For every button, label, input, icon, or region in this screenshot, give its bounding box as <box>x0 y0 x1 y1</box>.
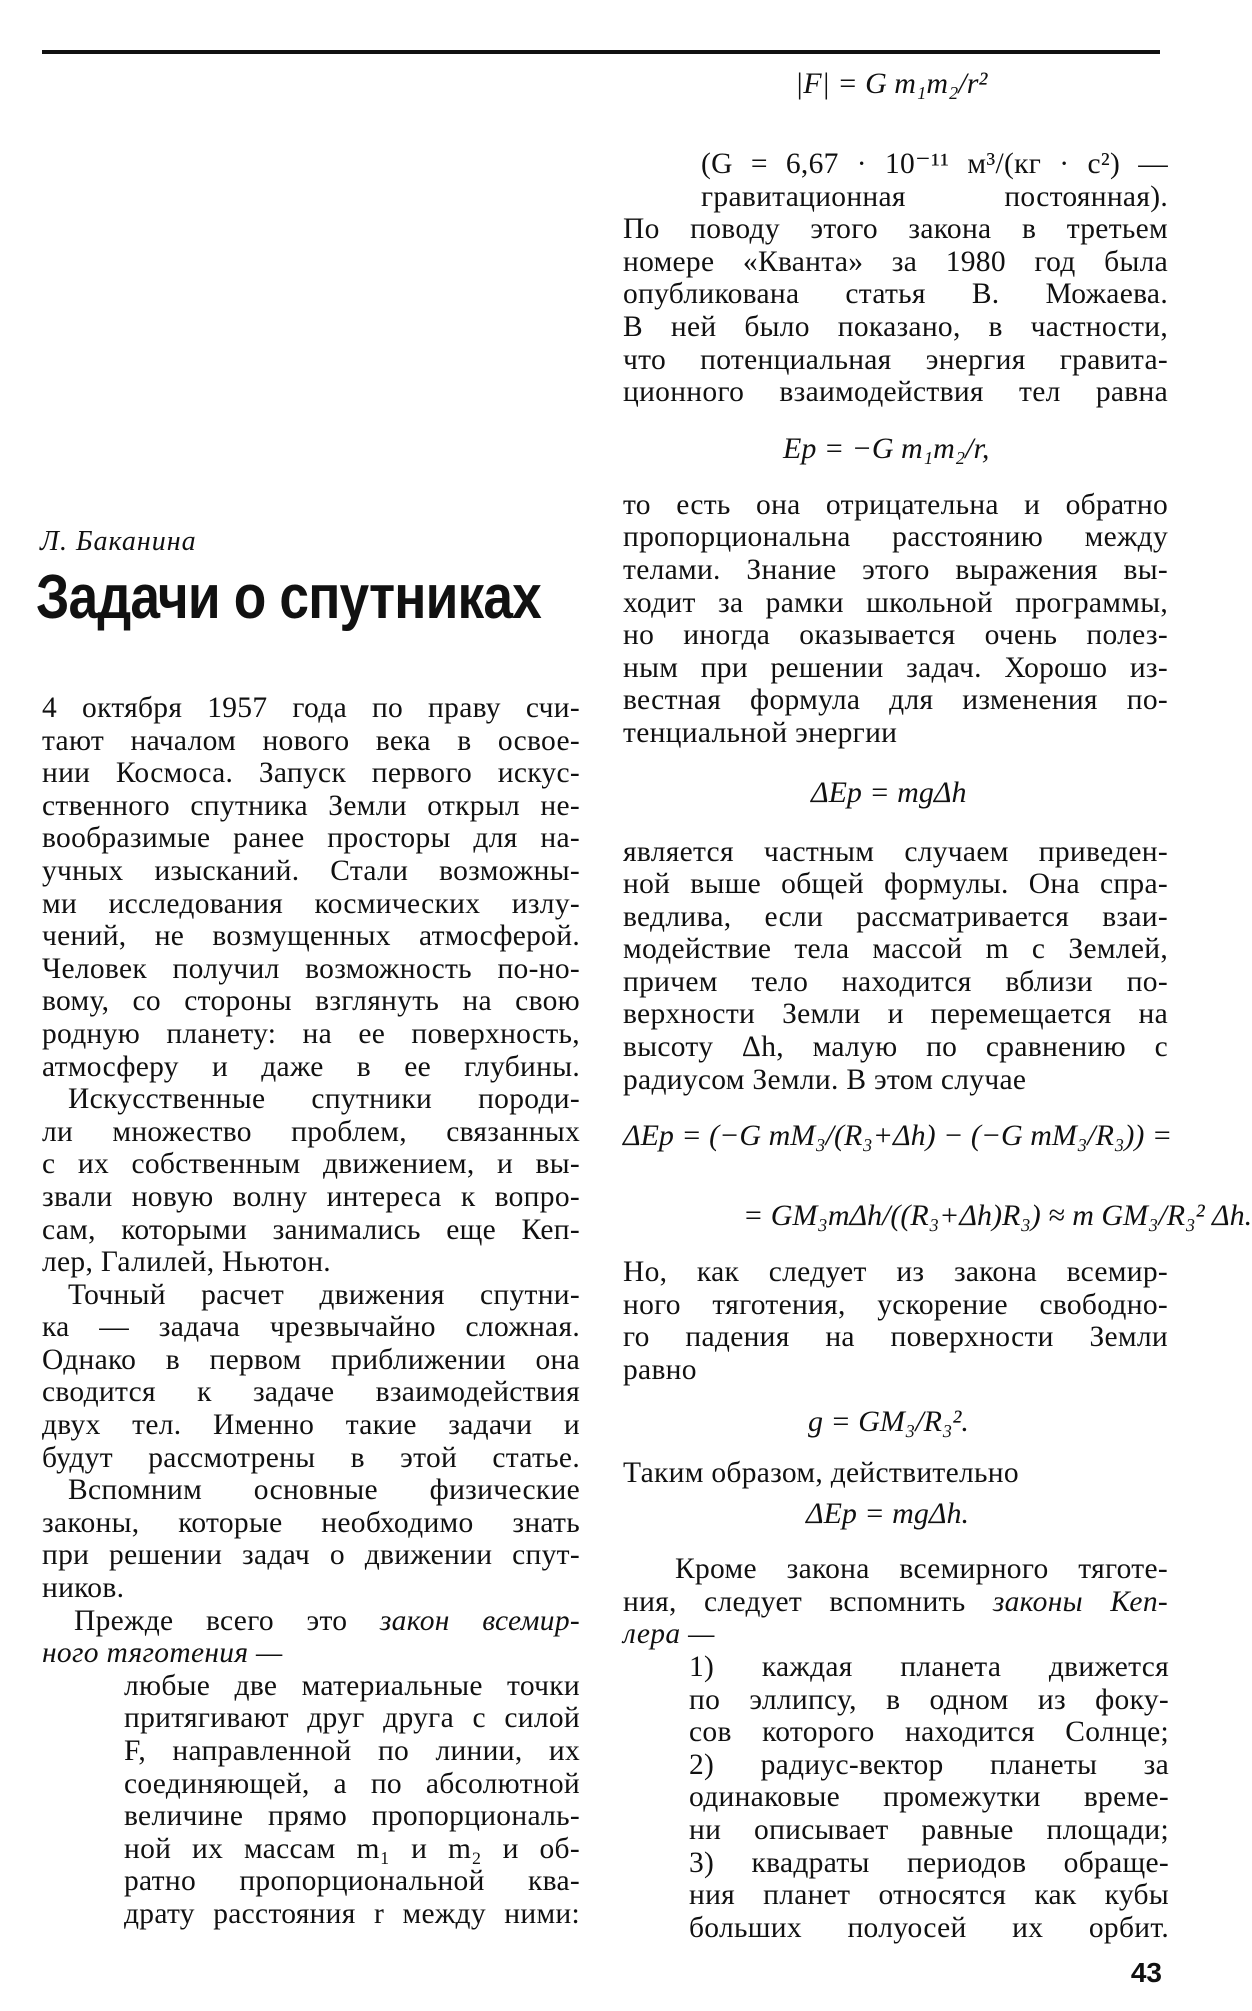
formula-g: g = GM₃/R₃². <box>808 1404 969 1438</box>
text-line: Вспомним основные физические <box>68 1474 580 1507</box>
paragraph-kepler <box>623 1553 1168 1651</box>
top-rule <box>42 50 1160 54</box>
text-line: Кроме закона всемирного тяготе- <box>675 1553 1168 1586</box>
text-line: при решении задач о движении спут- <box>42 1539 580 1572</box>
emphasis: лера — <box>623 1618 715 1651</box>
article-title: Задачи о спутниках <box>36 563 541 632</box>
paragraph-problems <box>42 1083 580 1279</box>
text-line: будут рассмотрены в этой статье. <box>42 1441 580 1474</box>
paragraph-gravitation-law <box>42 1605 580 1670</box>
text-span: Прежде всего это <box>74 1604 380 1637</box>
paragraph-calculation <box>42 1279 580 1475</box>
text-line: атмосферу и даже в ее глубины. <box>42 1050 580 1083</box>
list-item: сов которого находится Солнце; <box>689 1716 1169 1749</box>
text-line: пропорциональна расстоянию между <box>623 521 1168 554</box>
formula-delta-energy-approx: = GM₃mΔh/((R₃+Δh)R₃) ≈ m GM₃/R₃² Δh. <box>743 1199 1252 1233</box>
text-line: учных изысканий. Стали возможны- <box>42 854 580 887</box>
paragraph-free-fall <box>623 1256 1168 1386</box>
list-item: ни описывает равные площади; <box>689 1813 1169 1846</box>
text-line: По поводу этого закона в третьем <box>623 213 1168 246</box>
paragraph-potential <box>623 489 1168 750</box>
text-line: Точный расчет движения спутни- <box>68 1278 580 1311</box>
text-line <box>623 1586 1168 1619</box>
list-item: 2) радиус-вектор планеты за <box>689 1748 1169 1781</box>
list-item: одинаковые промежутки време- <box>689 1781 1169 1814</box>
text-line: номере «Кванта» за 1980 год была <box>623 245 1168 278</box>
text-line: телами. Знание этого выражения вы- <box>623 553 1168 586</box>
formula-potential-energy: Ep = −G m₁m₂/r, <box>783 431 990 465</box>
text-line: ционного взаимодействия тел равна <box>623 376 1168 409</box>
text-line: тенциальной энергии <box>623 716 898 749</box>
text-line: ка — задача чрезвычайно сложная. <box>42 1311 580 1344</box>
text-line: чений, не возмущенных атмосферой. <box>42 920 580 953</box>
text-line: высоту Δh, малую по сравнению с <box>623 1031 1168 1064</box>
list-item: 3) квадраты периодов обраще- <box>689 1846 1169 1879</box>
formula-delta-energy-2: ΔEp = mgΔh. <box>806 1497 969 1531</box>
text-line: ходит за рамки школьной программы, <box>623 586 1168 619</box>
text-line: любые две материальные точки <box>124 1669 580 1702</box>
text-line: причем тело находится вблизи по- <box>623 965 1168 998</box>
text-line: с их собственным движением, и вы- <box>42 1148 580 1181</box>
text-line: величине прямо пропорциональ- <box>124 1800 580 1833</box>
text-line: F, направленной по линии, их <box>124 1735 580 1767</box>
text-line: лер, Галилей, Ньютон. <box>42 1246 331 1279</box>
paragraph-mozhaev <box>623 213 1168 409</box>
paragraph-intro <box>42 692 580 1083</box>
list-item: по эллипсу, в одном из фоку- <box>689 1683 1169 1716</box>
text-line <box>42 1605 580 1638</box>
list-item: больших полуосей их орбит. <box>689 1911 1169 1944</box>
text-line: ной их массам m₁ и m₂ и об- <box>124 1832 580 1865</box>
text-line: ственного спутника Земли открыл не- <box>42 789 580 822</box>
page-number: 43 <box>1130 1957 1162 1988</box>
text-line: 4 октября 1957 года по праву счи- <box>42 692 580 724</box>
text-line: нии Космоса. Запуск первого искус- <box>42 757 580 790</box>
text-line: законы, которые необходимо знать <box>42 1506 580 1539</box>
text-line: сводится к задаче взаимодействия <box>42 1376 580 1409</box>
text-line: радиусом Земли. В этом случае <box>623 1063 1027 1096</box>
text-line: драту расстояния r между ними: <box>124 1897 580 1930</box>
paragraph-special-case <box>623 836 1168 1097</box>
emphasis: ного тяготения — <box>42 1637 283 1670</box>
formula-force: |F| = G m₁m₂/r² <box>795 67 988 100</box>
paragraph-laws <box>42 1474 580 1604</box>
text-line: модействие тела массой m с Землей, <box>623 933 1168 966</box>
text-line: ников. <box>42 1572 125 1605</box>
text-line: звали новую волну интереса к вопро- <box>42 1180 580 1213</box>
text-line: двух тел. Именно такие задачи и <box>42 1409 580 1442</box>
text-line: (G = 6,67 · 10⁻¹¹ м³/(кг · с²) — <box>701 148 1168 180</box>
text-span: ния, следует вспомнить <box>623 1585 993 1618</box>
text-line: то есть она отрицательна и обратно <box>623 488 1168 521</box>
text-line: сам, которыми занимались еще Кеп- <box>42 1213 580 1246</box>
formula-delta-energy: ΔEp = mgΔh <box>811 775 967 809</box>
text-line: Таким образом, действительно <box>623 1456 1019 1489</box>
text-line: вому, со стороны взглянуть на свою <box>42 985 580 1018</box>
law-statement <box>42 1670 580 1931</box>
text-line: Но, как следует из закона всемир- <box>623 1256 1168 1289</box>
text-line: вообразимые ранее просторы для на- <box>42 822 580 855</box>
text-line: тают началом нового века в освое- <box>42 724 580 757</box>
list-item: ния планет относятся как кубы <box>689 1879 1169 1912</box>
left-column <box>42 692 580 1931</box>
text-line: ным при решении задач. Хорошо из- <box>623 651 1168 684</box>
emphasis: закон всемир- <box>379 1604 580 1637</box>
text-line: является частным случаем приведен- <box>623 835 1168 868</box>
text-line: гравитационная постоянная). <box>701 180 1168 213</box>
text-line: притягивают друг друга с силой <box>124 1702 580 1735</box>
text-line: опубликована статья В. Можаева. <box>623 278 1168 311</box>
text-line: Человек получил возможность по-но- <box>42 952 580 985</box>
text-line: родную планету: на ее поверхность, <box>42 1017 580 1050</box>
text-line <box>623 1618 1168 1651</box>
text-line: ной выше общей формулы. Она спра- <box>623 868 1168 901</box>
list-item: 1) каждая планета движется <box>689 1651 1169 1683</box>
text-line: Однако в первом приближении она <box>42 1343 580 1376</box>
emphasis: законы Кеп- <box>992 1585 1168 1618</box>
text-line: В ней было показано, в частности, <box>623 310 1168 343</box>
article-author: Л. Баканина <box>40 526 197 557</box>
text-line: ного тяготения, ускорение свободно- <box>623 1288 1168 1321</box>
text-line <box>42 1637 580 1670</box>
text-line: ми исследования космических излу- <box>42 887 580 920</box>
text-line: соединяющей, а по абсолютной <box>124 1767 580 1800</box>
text-line: го падения на поверхности Земли <box>623 1321 1168 1354</box>
text-line: ли множество проблем, связанных <box>42 1115 580 1148</box>
text-line: верхности Земли и перемещается на <box>623 998 1168 1031</box>
text-line: ведлива, если рассматривается взаи- <box>623 900 1168 933</box>
text-line: Искусственные спутники породи- <box>68 1083 580 1116</box>
text-line: но иногда оказывается очень полез- <box>623 619 1168 652</box>
text-line: ратно пропорциональной ква- <box>124 1865 580 1898</box>
right-column <box>623 62 1252 1944</box>
kepler-laws-list <box>623 1651 1168 1944</box>
formula-delta-energy-expansion: ΔEp = (−G mM₃/(R₃+Δh) − (−G mM₃/R₃)) = <box>623 1119 1173 1153</box>
text-line: что потенциальная энергия гравита- <box>623 343 1168 376</box>
text-line: равно <box>623 1354 697 1387</box>
text-line: вестная формула для изменения по- <box>623 684 1168 717</box>
